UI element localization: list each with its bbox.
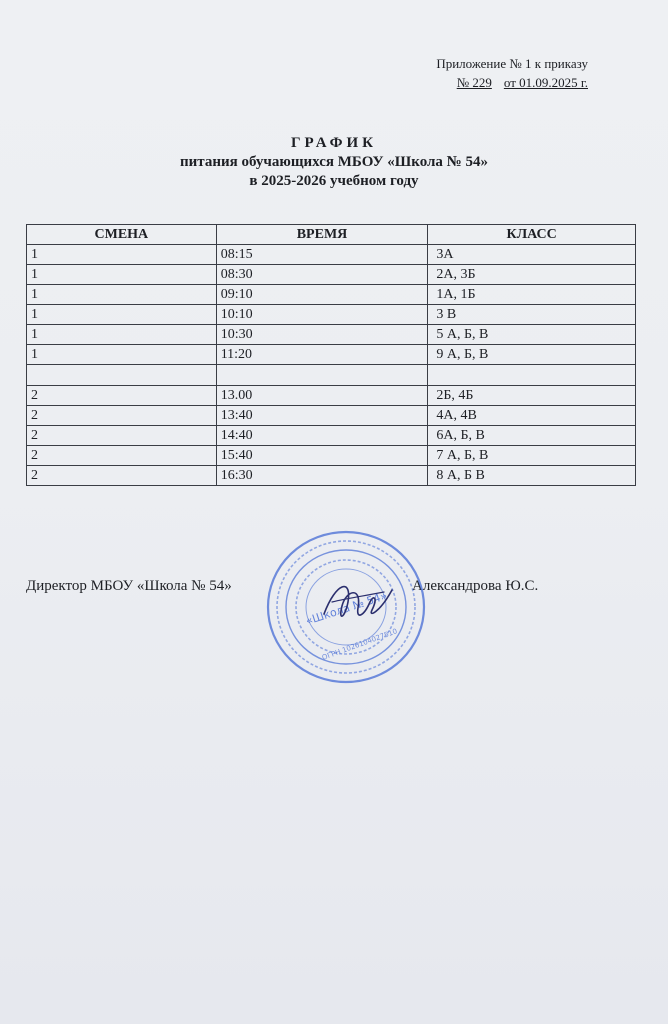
table-row-blank [27, 365, 636, 386]
cell-class: 2Б, 4Б [428, 386, 636, 406]
appendix-line: Приложение № 1 к приказу [436, 56, 588, 71]
schedule-table [26, 224, 636, 486]
cell-class: 4А, 4В [428, 406, 636, 426]
document-year: в 2025-2026 учебном году [249, 173, 419, 189]
order-date: от 01.09.2025 г. [503, 75, 588, 90]
header-shift: СМЕНА [27, 225, 217, 245]
cell-shift: 1 [27, 325, 217, 345]
appendix-note [436, 54, 588, 92]
cell-shift: 2 [27, 426, 217, 446]
stamp-ogrn: ОГРН 1026104027510 [321, 627, 399, 662]
director-signature [318, 572, 398, 632]
cell-time: 08:15 [216, 245, 428, 265]
cell-shift [27, 365, 217, 386]
table-row [27, 466, 636, 486]
table-row [27, 305, 636, 325]
table-row [27, 446, 636, 466]
cell-time: 14:40 [216, 426, 428, 446]
cell-shift: 2 [27, 466, 217, 486]
cell-time: 13.00 [216, 386, 428, 406]
cell-class [428, 365, 636, 386]
cell-class: 1А, 1Б [428, 285, 636, 305]
document-title-block [0, 134, 668, 191]
cell-class: 7 А, Б, В [428, 446, 636, 466]
table-row [27, 265, 636, 285]
director-name: Александрова Ю.С. [412, 578, 539, 594]
table-row [27, 345, 636, 365]
cell-shift: 2 [27, 386, 217, 406]
cell-shift: 1 [27, 265, 217, 285]
order-reference [436, 73, 588, 92]
cell-class: 2А, 3Б [428, 265, 636, 285]
cell-time: 08:30 [216, 265, 428, 285]
cell-class: 5 А, Б, В [428, 325, 636, 345]
order-number: № 229 [456, 75, 492, 90]
cell-shift: 1 [27, 245, 217, 265]
document-subtitle: питания обучающихся МБОУ «Школа № 54» [180, 154, 488, 170]
cell-time: 11:20 [216, 345, 428, 365]
table-row [27, 245, 636, 265]
cell-time: 09:10 [216, 285, 428, 305]
table-row [27, 386, 636, 406]
cell-time: 13:40 [216, 406, 428, 426]
header-time: ВРЕМЯ [216, 225, 428, 245]
cell-shift: 2 [27, 406, 217, 426]
document-title: ГРАФИК [290, 135, 378, 151]
table-header-row [27, 225, 636, 245]
table-row [27, 426, 636, 446]
header-class: КЛАСС [428, 225, 636, 245]
cell-class: 3 В [428, 305, 636, 325]
cell-time: 10:30 [216, 325, 428, 345]
cell-shift: 1 [27, 285, 217, 305]
director-title: Директор МБОУ «Школа № 54» [26, 578, 232, 594]
table-row [27, 406, 636, 426]
table-row [27, 325, 636, 345]
cell-time: 15:40 [216, 446, 428, 466]
cell-shift: 2 [27, 446, 217, 466]
cell-shift: 1 [27, 345, 217, 365]
cell-time [216, 365, 428, 386]
cell-shift: 1 [27, 305, 217, 325]
table-row [27, 285, 636, 305]
cell-time: 10:10 [216, 305, 428, 325]
cell-class: 8 А, Б В [428, 466, 636, 486]
cell-time: 16:30 [216, 466, 428, 486]
cell-class: 9 А, Б, В [428, 345, 636, 365]
cell-class: 3А [428, 245, 636, 265]
stamp-center-text: «Школа № 54» [304, 589, 389, 628]
cell-class: 6А, Б, В [428, 426, 636, 446]
